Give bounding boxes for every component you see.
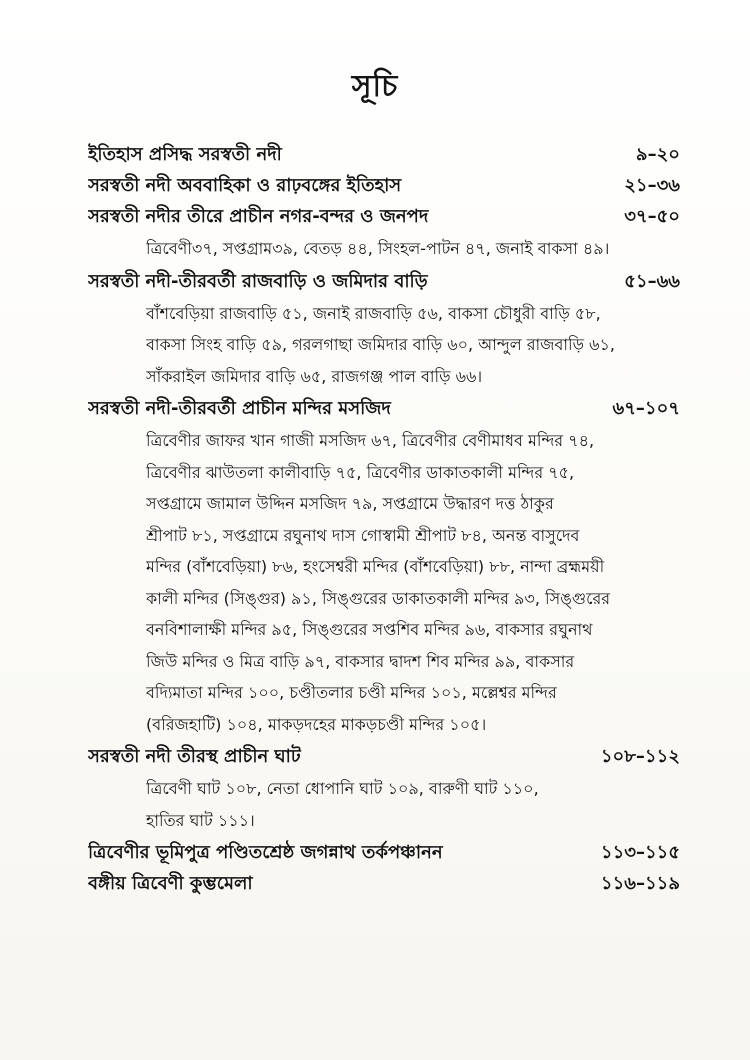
toc-heading: বঙ্গীয় ত্রিবেণী কুম্ভমেলা — [88, 873, 253, 894]
toc-subentries — [88, 773, 688, 836]
toc-heading-row[interactable] — [88, 202, 688, 233]
toc-page-range: ১১৩–১১৫ — [600, 842, 680, 863]
toc-heading: সরস্বতী নদী তীরস্থ প্রাচীন ঘাট — [88, 746, 301, 767]
toc-subentry-line: ত্রিবেণীর ঝাউতলা কালীবাড়ি ৭৫, ত্রিবেণীর ডাকাতকালী মন্দির ৭৫, — [146, 462, 575, 482]
toc-page-range: ২১–৩৬ — [624, 175, 680, 196]
toc-subentry-line: সপ্তগ্রামে জামাল উদ্দিন মসজিদ ৭৯, সপ্তগ্রামে উদ্ধারণ দত্ত ঠাকুর — [146, 494, 554, 513]
toc-heading-row[interactable] — [88, 394, 688, 425]
toc-entry — [88, 202, 688, 265]
toc-subentries — [88, 425, 688, 740]
toc-subentry-line: মন্দির (বাঁশবেড়িয়া) ৮৬, হংসেশ্বরী মন্দির (বাঁশবেড়িয়া) ৮৮, নান্দা ব্রহ্মময়ী — [146, 557, 605, 576]
toc-subentry-line: ত্রিবেণীর জাফর খান গাজী মসজিদ ৬৭, ত্রিবেণীর বেণীমাধব মন্দির ৭৪, — [146, 431, 595, 450]
toc-entry — [88, 140, 688, 171]
toc-subentry-line: জিউ মন্দির ও মিত্র বাড়ি ৯৭, বাকসার দ্বাদশ শিব মন্দির ৯৯, বাকসার — [146, 651, 575, 671]
toc-page-range: ৫১–৬৬ — [624, 270, 680, 292]
toc-subentry-line: শ্রীপাট ৮১, সপ্তগ্রামে রঘুনাথ দাস গোস্বামী শ্রীপাট ৮৪, অনন্ত বাসুদেব — [146, 525, 580, 545]
toc-page-range: ৯–২০ — [635, 144, 680, 165]
toc-heading: সরস্বতী নদী-তীরবর্তী রাজবাড়ি ও জমিদার বাড়ি — [88, 270, 428, 292]
toc-heading-row[interactable] — [88, 171, 688, 202]
toc-subentry-line: ত্রিবেণী ঘাট ১০৮, নেতা ধোপানি ঘাট ১০৯, বারুণী ঘাট ১১০, — [146, 779, 539, 798]
toc-heading: সরস্বতী নদী অববাহিকা ও রাঢ়বঙ্গের ইতিহাস — [88, 175, 402, 196]
toc-subentry-line: বাঁশবেড়িয়া রাজবাড়ি ৫১, জনাই রাজবাড়ি ৫৬, বাকসা চৌধুরী বাড়ি ৫৮, — [146, 303, 601, 323]
toc-subentry-line: ত্রিবেণী৩৭, সপ্তগ্রাম৩৯, বেতড় ৪৪, সিংহল-পাটন ৪৭, জনাই বাকসা ৪৯। — [146, 239, 610, 258]
toc-subentry-line: কালী মন্দির (সিঙ্গুর) ৯১, সিঙ্গুরের ডাকাতকালী মন্দির ৯৩, সিঙ্গুরের — [146, 588, 611, 608]
toc-heading: সরস্বতী নদীর তীরে প্রাচীন নগর-বন্দর ও জনপদ — [88, 206, 429, 227]
toc-page-range: ১১৬–১১৯ — [600, 873, 680, 894]
toc-page-range: ৩৭–৫০ — [624, 206, 680, 227]
toc-subentries — [88, 233, 688, 265]
toc-heading-row[interactable] — [88, 869, 688, 900]
toc-heading-row[interactable] — [88, 742, 688, 773]
toc-entry — [88, 267, 688, 393]
toc-subentries — [88, 298, 688, 393]
toc-page-range: ১০৮–১১২ — [600, 746, 680, 767]
toc-subentry-line: বাকসা সিংহ বাড়ি ৫৯, গরলগাছা জমিদার বাড়ি ৬০, আন্দুল রাজবাড়ি ৬১, — [146, 335, 615, 354]
table-of-contents — [88, 140, 688, 900]
toc-subentry-line: সাঁকরাইল জমিদার বাড়ি ৬৫, রাজগঞ্জ পাল বাড়ি ৬৬। — [146, 366, 483, 386]
toc-heading-row[interactable] — [88, 838, 688, 869]
toc-entry — [88, 838, 688, 869]
toc-entry — [88, 742, 688, 836]
toc-heading: ইতিহাস প্রসিদ্ধ সরস্বতী নদী — [88, 144, 282, 165]
toc-subentry-line: বনবিশালাক্ষী মন্দির ৯৫, সিঙ্গুরের সপ্তশিব মন্দির ৯৬, বাকসার রঘুনাথ — [146, 620, 593, 639]
toc-page-range: ৬৭–১০৭ — [612, 398, 680, 419]
toc-heading-row[interactable] — [88, 267, 688, 298]
page-title: সূচি — [351, 69, 399, 104]
toc-entry — [88, 869, 688, 900]
toc-heading: সরস্বতী নদী-তীরবর্তী প্রাচীন মন্দির মসজিদ — [88, 398, 391, 419]
toc-entry — [88, 394, 688, 740]
toc-subentry-line: (বরিজহাটি) ১০৪, মাকড়দহের মাকড়চণ্ডী মন্দির ১০৫। — [146, 714, 487, 734]
toc-subentry-line: বদ্যিমাতা মন্দির ১০০, চণ্ডীতলার চণ্ডী মন্দির ১০১, মল্লেশ্বর মন্দির — [146, 683, 557, 702]
toc-heading-row[interactable] — [88, 140, 688, 171]
toc-heading: ত্রিবেণীর ভূমিপুত্র পণ্ডিতশ্রেষ্ঠ জগন্নাথ তর্কপঞ্চানন — [88, 842, 443, 863]
toc-entry — [88, 171, 688, 202]
toc-subentry-line: হাতির ঘাট ১১১। — [146, 810, 255, 830]
